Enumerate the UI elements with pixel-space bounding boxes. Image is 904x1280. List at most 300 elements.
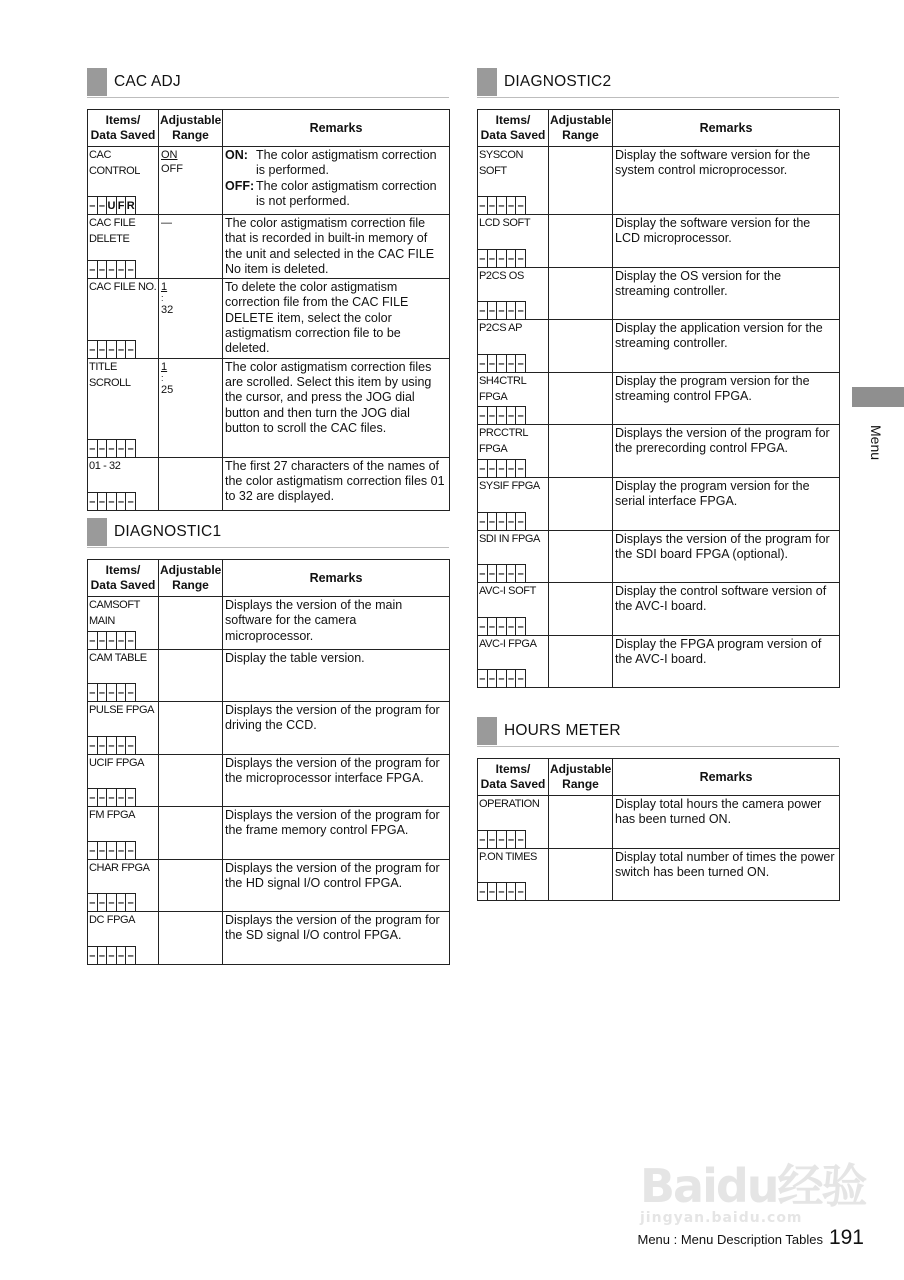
data-saved-flags (88, 340, 136, 358)
range-value: ON (161, 149, 178, 161)
remarks-text: Displays the version of the program for the HD signal I/O control FPGA. (225, 861, 440, 891)
remarks-text: Display the software version for the system control microprocessor. (615, 148, 811, 178)
item-cell (478, 147, 549, 215)
data-saved-flag: – (488, 564, 498, 583)
item-cell (88, 597, 159, 650)
table-row (478, 268, 840, 320)
data-saved-flag: – (478, 354, 488, 373)
table-row (478, 636, 840, 688)
range-value: 1 (161, 281, 168, 294)
data-saved-flags (478, 617, 526, 635)
data-saved-flags (88, 196, 136, 214)
col-items: Items/ Data Saved (478, 110, 549, 147)
range-cell (549, 320, 613, 373)
data-saved-flag: – (98, 439, 108, 458)
item-cell (88, 358, 159, 457)
data-saved-flag: – (107, 893, 117, 912)
data-saved-flags (88, 893, 136, 911)
item-name: 01 - 32 (89, 459, 121, 472)
data-saved-flag: – (117, 683, 127, 702)
section-marker (477, 68, 497, 96)
remarks-text: Display the application version for the streaming controller. (615, 321, 823, 351)
data-saved-flag: – (488, 249, 498, 268)
data-saved-flag: – (98, 196, 108, 215)
remarks-cell (613, 849, 840, 901)
data-saved-flag: – (488, 406, 498, 425)
hours-meter-section (477, 716, 839, 901)
range-value: — (161, 217, 172, 229)
range-value: 32 (161, 304, 174, 317)
col-range: Adjustable Range (159, 560, 223, 597)
data-saved-flags (88, 683, 136, 701)
data-saved-flag: – (126, 788, 136, 807)
data-saved-flag: – (507, 882, 517, 901)
item-cell (478, 478, 549, 531)
table-row (88, 755, 450, 807)
remarks-text: Displays the version of the main software for the camera microprocessor. (225, 598, 403, 643)
col-items: Items/ Data Saved (88, 560, 159, 597)
data-saved-flag: – (516, 354, 526, 373)
data-saved-flag: – (117, 736, 127, 755)
item-cell (88, 755, 159, 807)
remarks-text: Display the program version for the streaming control FPGA. (615, 374, 810, 404)
table-body (88, 147, 450, 511)
cac-adj-section (87, 67, 449, 511)
table-body (478, 147, 840, 688)
data-saved-flag: – (117, 788, 127, 807)
section-marker (87, 518, 107, 546)
item-cell (88, 147, 159, 215)
table-row (88, 147, 450, 215)
data-saved-flag: – (497, 512, 507, 531)
data-saved-flags (478, 406, 526, 424)
diagnostic1-section (87, 517, 449, 965)
data-saved-flag: – (516, 669, 526, 688)
data-saved-flag: – (497, 196, 507, 215)
data-saved-flag: – (117, 439, 127, 458)
remarks-text: Display the software version for the LCD microprocessor. (615, 216, 811, 246)
data-saved-flag: – (88, 492, 98, 511)
data-saved-flag: – (117, 631, 127, 650)
data-saved-flag: – (488, 301, 498, 320)
data-saved-flag: – (117, 492, 127, 511)
data-saved-flag: – (107, 683, 117, 702)
item-name: PULSE FPGA (89, 704, 155, 716)
section-header (477, 716, 839, 747)
table-row (88, 215, 450, 279)
range-cell (159, 755, 223, 807)
range-cell (159, 147, 223, 215)
data-saved-flag: – (88, 736, 98, 755)
remarks-text: Display total hours the camera power has been turned ON. (615, 797, 822, 827)
data-saved-flag: – (107, 631, 117, 650)
item-cell (478, 425, 549, 478)
col-remarks: Remarks (223, 110, 450, 147)
data-saved-flag: – (117, 340, 127, 359)
item-name: AVC-I SOFT (479, 585, 536, 597)
item-cell (88, 860, 159, 912)
item-cell (88, 912, 159, 965)
table-row (88, 597, 450, 650)
remarks-text: Display the OS version for the streaming controller. (615, 269, 782, 299)
data-saved-flag: – (478, 459, 488, 478)
data-saved-flag: – (516, 564, 526, 583)
range-value: : (161, 372, 164, 383)
data-saved-flag: – (126, 631, 136, 650)
range-value: : (161, 293, 164, 304)
data-saved-flag: – (126, 260, 136, 279)
data-saved-flag: – (507, 459, 517, 478)
item-cell (478, 373, 549, 425)
col-remarks: Remarks (613, 110, 840, 147)
remark-value: The color astigmatism correction is performed. (256, 148, 437, 178)
diagnostic2-section (477, 67, 839, 688)
data-saved-flag: – (117, 260, 127, 279)
range-cell (549, 796, 613, 849)
table-row (88, 279, 450, 358)
item-name: CAC FILE NO. (89, 281, 157, 294)
data-saved-flag: – (88, 946, 98, 965)
data-saved-flag: – (497, 617, 507, 636)
data-saved-flags (88, 492, 136, 510)
data-saved-flags (88, 631, 136, 649)
remarks-text: Displays the version of the program for the SDI board FPGA (optional). (615, 532, 830, 562)
table-row (88, 912, 450, 965)
data-saved-flag: U (107, 196, 117, 215)
data-saved-flag: – (88, 196, 98, 215)
col-items: Items/ Data Saved (88, 110, 159, 147)
data-saved-flag: – (478, 301, 488, 320)
table-row (88, 358, 450, 457)
data-saved-flag: – (126, 736, 136, 755)
data-saved-flag: – (488, 617, 498, 636)
remarks-cell (613, 531, 840, 583)
data-saved-flag: – (507, 406, 517, 425)
data-saved-flag: – (88, 841, 98, 860)
remarks-cell (613, 796, 840, 849)
footer-text: Menu : Menu Description Tables (637, 1232, 823, 1247)
data-saved-flag: – (516, 512, 526, 531)
table-row (88, 807, 450, 860)
data-saved-flag: – (478, 564, 488, 583)
table-row (478, 849, 840, 901)
remarks-text: Display the program version for the serial interface FPGA. (615, 479, 810, 509)
data-saved-flag: R (126, 196, 136, 215)
data-saved-flags (478, 196, 526, 214)
table-row (88, 860, 450, 912)
item-name: CAMSOFT MAIN (89, 599, 140, 627)
remarks-cell (613, 373, 840, 425)
data-saved-flag: – (107, 439, 117, 458)
data-saved-flag: – (478, 830, 488, 849)
remarks-cell (223, 860, 450, 912)
col-range: Adjustable Range (549, 759, 613, 796)
data-saved-flag: – (516, 249, 526, 268)
item-cell (478, 531, 549, 583)
remarks-cell (613, 583, 840, 636)
range-cell (549, 215, 613, 268)
data-saved-flag: – (478, 406, 488, 425)
remarks-cell (613, 478, 840, 531)
remarks-text: The color astigmatism correction file that is recorded in built-in memory of the unit and selected in the CAC FILE No item is deleted. (225, 216, 435, 276)
item-cell (88, 279, 159, 358)
table-row (478, 796, 840, 849)
col-range: Adjustable Range (549, 110, 613, 147)
data-saved-flag: – (516, 830, 526, 849)
data-saved-flag: – (507, 564, 517, 583)
data-saved-flag: – (107, 788, 117, 807)
data-saved-flag: – (126, 340, 136, 359)
item-name: SH4CTRL FPGA (479, 375, 527, 403)
data-saved-flag: – (516, 882, 526, 901)
data-saved-flag: – (88, 788, 98, 807)
item-name: CAC FILE DELETE (89, 217, 136, 245)
remarks-text: Display the FPGA program version of the AVC-I board. (615, 637, 822, 667)
item-name: P2CS OS (479, 270, 524, 282)
remarks-text: Display the table version. (225, 651, 365, 665)
data-saved-flag: – (98, 683, 108, 702)
data-saved-flags (88, 736, 136, 754)
data-saved-flag: – (507, 196, 517, 215)
data-saved-flag: – (478, 882, 488, 901)
side-label: Menu (868, 425, 884, 461)
data-saved-flags (478, 301, 526, 319)
range-cell (549, 583, 613, 636)
table-row (88, 457, 450, 510)
table-row (478, 147, 840, 215)
data-saved-flag: – (88, 260, 98, 279)
remarks-text: Displays the version of the program for the frame memory control FPGA. (225, 808, 440, 838)
data-saved-flag: – (497, 354, 507, 373)
data-saved-flag: – (507, 669, 517, 688)
item-name: CHAR FPGA (89, 862, 150, 874)
item-name: SYSCON SOFT (479, 149, 524, 177)
section-title: DIAGNOSTIC2 (504, 73, 612, 90)
data-saved-flag: – (126, 492, 136, 511)
data-saved-flag: – (98, 736, 108, 755)
data-saved-flag: – (107, 340, 117, 359)
data-saved-flag: – (507, 249, 517, 268)
data-saved-flag: – (107, 492, 117, 511)
range-cell (159, 597, 223, 650)
data-saved-flag: – (488, 512, 498, 531)
data-saved-flags (478, 564, 526, 582)
item-cell (478, 320, 549, 373)
section-header (87, 67, 449, 98)
table-body (478, 796, 840, 901)
remarks-text: Displays the version of the program for the SD signal I/O control FPGA. (225, 913, 440, 943)
table-row (88, 702, 450, 755)
table-row (478, 425, 840, 478)
section-title: DIAGNOSTIC1 (114, 523, 222, 540)
remarks-cell (223, 279, 450, 358)
data-saved-flag: F (117, 196, 127, 215)
side-tab (852, 387, 904, 407)
remarks-text: Displays the version of the program for the prerecording control FPGA. (615, 426, 830, 456)
range-cell (549, 147, 613, 215)
data-saved-flag: – (88, 439, 98, 458)
item-name: SDI IN FPGA (479, 533, 540, 545)
remark-entry (225, 179, 447, 210)
remarks-cell (223, 147, 450, 215)
data-saved-flag: – (98, 788, 108, 807)
item-name: FM FPGA (89, 809, 136, 821)
data-saved-flag: – (117, 946, 127, 965)
data-saved-flag: – (516, 406, 526, 425)
item-cell (478, 268, 549, 320)
data-saved-flag: – (488, 669, 498, 688)
item-name: LCD SOFT (479, 217, 531, 229)
col-range: Adjustable Range (159, 110, 223, 147)
data-saved-flag: – (497, 249, 507, 268)
data-saved-flags (478, 512, 526, 530)
remarks-text: Display total number of times the power switch has been turned ON. (615, 850, 835, 880)
data-saved-flag: – (488, 459, 498, 478)
remarks-cell (613, 268, 840, 320)
diagnostic1-table (87, 559, 450, 965)
table-row (478, 215, 840, 268)
data-saved-flag: – (478, 617, 488, 636)
data-saved-flag: – (497, 459, 507, 478)
data-saved-flag: – (107, 841, 117, 860)
hours-meter-table (477, 758, 840, 901)
data-saved-flag: – (497, 882, 507, 901)
range-value: OFF (161, 163, 183, 175)
item-name: CAC CONTROL (89, 149, 140, 177)
table-row (478, 583, 840, 636)
data-saved-flag: – (507, 301, 517, 320)
item-cell (88, 702, 159, 755)
item-cell (88, 650, 159, 702)
table-body (88, 597, 450, 965)
data-saved-flag: – (497, 406, 507, 425)
table-row (478, 531, 840, 583)
data-saved-flags (478, 354, 526, 372)
remarks-text: Displays the version of the program for driving the CCD. (225, 703, 440, 733)
data-saved-flag: – (497, 669, 507, 688)
cac-adj-table (87, 109, 450, 511)
remarks-cell (613, 147, 840, 215)
data-saved-flag: – (117, 893, 127, 912)
data-saved-flag: – (497, 301, 507, 320)
range-cell (549, 849, 613, 901)
range-cell (159, 650, 223, 702)
data-saved-flag: – (98, 946, 108, 965)
range-cell (159, 702, 223, 755)
watermark-main: Baidu经验 (640, 1159, 866, 1213)
item-name: SYSIF FPGA (479, 480, 540, 492)
diagnostic2-table (477, 109, 840, 688)
range-cell (159, 215, 223, 279)
data-saved-flags (88, 260, 136, 278)
remark-entry (225, 148, 447, 179)
data-saved-flag: – (516, 459, 526, 478)
remarks-cell (223, 457, 450, 510)
data-saved-flag: – (516, 196, 526, 215)
section-marker (87, 68, 107, 96)
data-saved-flag: – (88, 683, 98, 702)
range-cell (159, 457, 223, 510)
remarks-cell (223, 807, 450, 860)
data-saved-flags (478, 830, 526, 848)
data-saved-flags (478, 882, 526, 900)
remarks-cell (613, 215, 840, 268)
item-cell (478, 849, 549, 901)
range-cell (159, 279, 223, 358)
watermark-sub: jingyan.baidu.com (640, 1210, 803, 1226)
range-cell (549, 531, 613, 583)
item-name: DC FPGA (89, 914, 136, 926)
item-cell (88, 457, 159, 510)
item-name: P.ON TIMES (479, 851, 537, 863)
data-saved-flags (478, 459, 526, 477)
item-cell (478, 636, 549, 688)
data-saved-flag: – (478, 196, 488, 215)
range-cell (549, 636, 613, 688)
remarks-cell (223, 912, 450, 965)
remarks-cell (223, 702, 450, 755)
data-saved-flag: – (88, 631, 98, 650)
item-name: TITLE SCROLL (89, 360, 131, 389)
item-cell (478, 215, 549, 268)
data-saved-flag: – (88, 893, 98, 912)
item-name: AVC-I FPGA (479, 638, 537, 650)
remark-key: ON: (225, 148, 248, 162)
remarks-cell (223, 358, 450, 457)
section-title: CAC ADJ (114, 73, 181, 90)
data-saved-flags (478, 249, 526, 267)
remarks-cell (223, 755, 450, 807)
data-saved-flag: – (478, 512, 488, 531)
item-name: PRCCTRL FPGA (479, 427, 529, 455)
data-saved-flag: – (126, 946, 136, 965)
data-saved-flag: – (98, 841, 108, 860)
data-saved-flag: – (488, 196, 498, 215)
col-remarks: Remarks (223, 560, 450, 597)
col-remarks: Remarks (613, 759, 840, 796)
remarks-cell (613, 425, 840, 478)
table-row (478, 478, 840, 531)
data-saved-flag: – (126, 683, 136, 702)
data-saved-flag: – (516, 617, 526, 636)
data-saved-flag: – (98, 893, 108, 912)
data-saved-flags (88, 946, 136, 964)
section-header (87, 517, 449, 548)
table-row (88, 650, 450, 702)
data-saved-flags (88, 788, 136, 806)
data-saved-flag: – (126, 439, 136, 458)
range-cell (549, 268, 613, 320)
remarks-cell (613, 320, 840, 373)
remarks-cell (223, 597, 450, 650)
data-saved-flag: – (507, 830, 517, 849)
data-saved-flag: – (126, 841, 136, 860)
data-saved-flag: – (488, 830, 498, 849)
data-saved-flags (478, 669, 526, 687)
range-cell (549, 478, 613, 531)
remark-value: The color astigmatism correction is not performed. (256, 178, 437, 208)
data-saved-flag: – (478, 249, 488, 268)
item-name: P2CS AP (479, 322, 523, 334)
range-value: 1 (161, 360, 168, 373)
data-saved-flag: – (497, 830, 507, 849)
remark-key: OFF: (225, 178, 255, 193)
remarks-text: The color astigmatism correction files are scrolled. Select this item by using the cursor, and press the JOG dial button and then turn the JOG dial button to scroll the CAC files. (225, 359, 432, 435)
range-value: 25 (161, 383, 174, 396)
data-saved-flag: – (516, 301, 526, 320)
range-cell (549, 373, 613, 425)
data-saved-flag: – (478, 669, 488, 688)
